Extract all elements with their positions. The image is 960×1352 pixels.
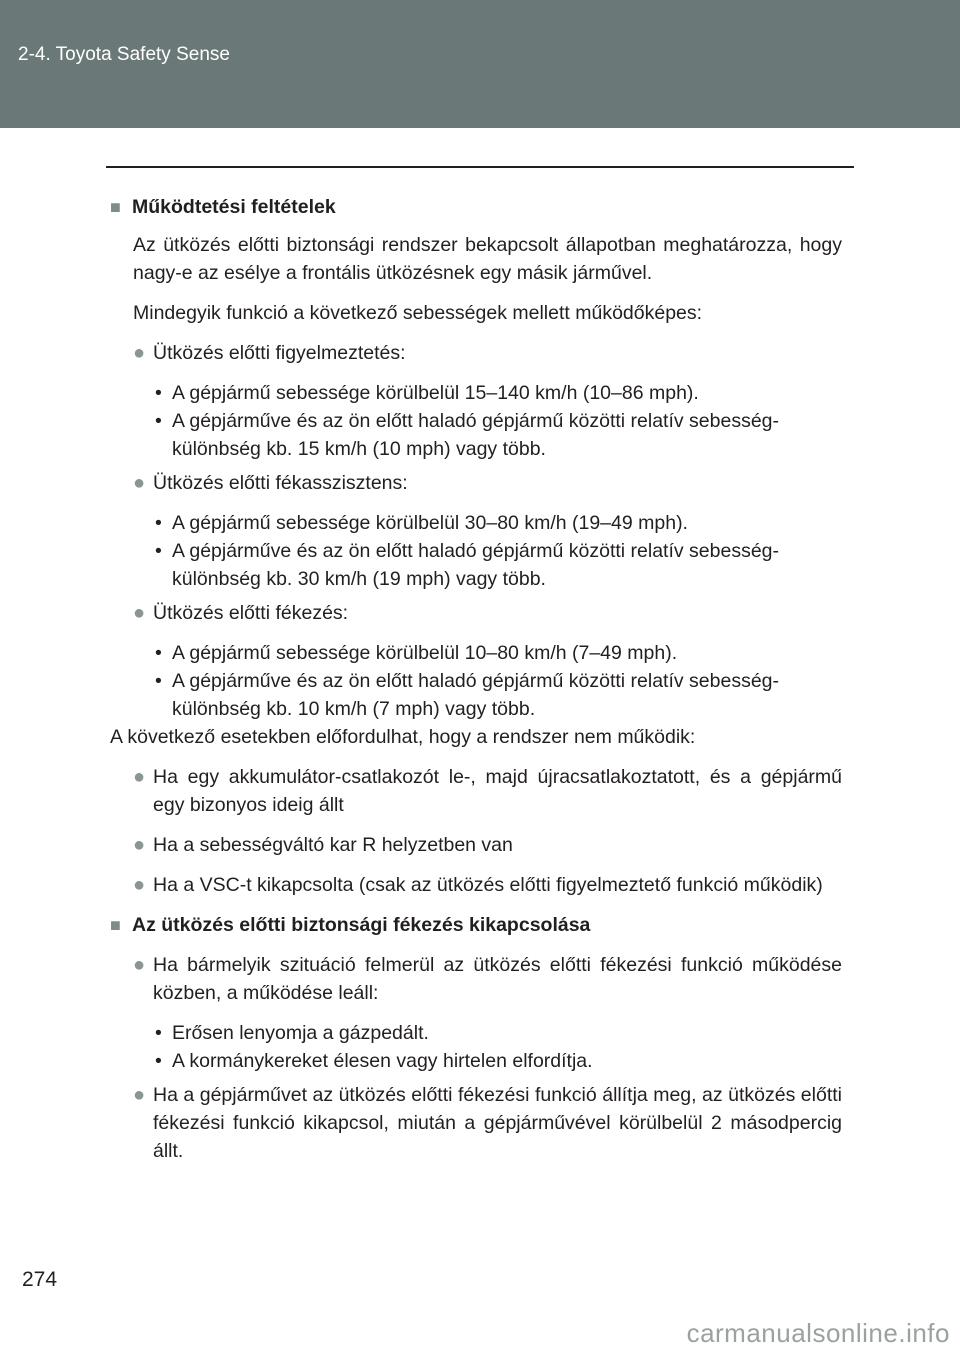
- section-title: 2-4. Toyota Safety Sense: [18, 44, 230, 65]
- condition-text: A gépjárműve és az ön előtt haladó gépjármű közötti relatív sebesség-különbség kb. 10 km/h (7 mph) vagy több.: [172, 670, 780, 720]
- circle-bullet-icon: ●: [133, 954, 146, 976]
- case-item: [110, 831, 842, 859]
- function-label: Ütközés előtti figyelmeztetés:: [153, 342, 406, 364]
- condition-item: [110, 537, 842, 593]
- condition-item: [110, 509, 842, 537]
- stop-condition-item: [110, 951, 842, 1007]
- circle-bullet-icon: ●: [133, 834, 146, 856]
- dot-bullet-icon: •: [155, 512, 162, 534]
- function-item: [110, 339, 842, 367]
- function-label: Ütközés előtti fékasszisztens:: [153, 472, 408, 494]
- circle-bullet-icon: ●: [133, 342, 146, 364]
- square-bullet-icon: ■: [110, 197, 121, 217]
- action-item: [110, 1019, 842, 1047]
- dot-bullet-icon: •: [155, 670, 162, 692]
- paragraph: Az ütközés előtti biztonsági rendszer bekapcsolt állapotban meghatározza, hogy nagy-e az esélye a frontális ütközésnek egy másik járművel.: [133, 234, 842, 284]
- paragraph: A következő esetekben előfordulhat, hogy a rendszer nem működik:: [110, 726, 696, 748]
- dot-bullet-icon: •: [155, 1022, 162, 1044]
- condition-item: [110, 667, 842, 723]
- condition-text: A gépjármű sebessége körülbelül 15–140 km/h (10–86 mph).: [172, 382, 699, 404]
- stop-condition-item: [110, 1081, 842, 1165]
- function-label: Ütközés előtti fékezés:: [153, 602, 349, 624]
- stop-condition-text: Ha bármelyik szituáció felmerül az ütközés előtti fékezési funkció működése közben, a működése leáll:: [153, 954, 842, 1004]
- condition-text: A gépjármű sebessége körülbelül 10–80 km/h (7–49 mph).: [172, 642, 678, 664]
- condition-item: [110, 379, 842, 407]
- case-text: Ha a VSC-t kikapcsolta (csak az ütközés előtti figyelmeztető funkció működik): [153, 874, 823, 896]
- action-text: A kormánykereket élesen vagy hirtelen elfordítja.: [172, 1050, 593, 1072]
- circle-bullet-icon: ●: [133, 602, 146, 624]
- case-item: [110, 871, 842, 899]
- paragraph: Mindegyik funkció a következő sebességek mellett működőképes:: [133, 302, 703, 324]
- header-rule: [106, 166, 854, 168]
- condition-text: A gépjármű sebessége körülbelül 30–80 km/h (19–49 mph).: [172, 512, 688, 534]
- dot-bullet-icon: •: [155, 540, 162, 562]
- watermark: carmanualsonline.info: [686, 1318, 950, 1348]
- page-header-band: [0, 0, 960, 128]
- dot-bullet-icon: •: [155, 410, 162, 432]
- square-bullet-icon: ■: [110, 915, 121, 935]
- action-item: [110, 1047, 842, 1075]
- circle-bullet-icon: ●: [133, 1084, 146, 1106]
- dot-bullet-icon: •: [155, 1050, 162, 1072]
- dot-bullet-icon: •: [155, 642, 162, 664]
- section-heading: [110, 193, 842, 221]
- case-text: Ha a sebességváltó kar R helyzetben van: [153, 834, 513, 856]
- action-text: Erősen lenyomja a gázpedált.: [172, 1022, 429, 1044]
- condition-text: A gépjárműve és az ön előtt haladó gépjármű közötti relatív sebesség-különbség kb. 15 km/h (10 mph) vagy több.: [172, 410, 780, 460]
- section-heading: [110, 911, 842, 939]
- circle-bullet-icon: ●: [133, 472, 146, 494]
- stop-condition-text: Ha a gépjárművet az ütközés előtti fékezési funkció állítja meg, az ütközés előtti fékezési funkció kikapcsol, miután a gépjárművével körülbelül 2 másodpercig állt.: [153, 1084, 842, 1162]
- condition-item: [110, 407, 842, 463]
- case-item: [110, 763, 842, 819]
- function-item: [110, 469, 842, 497]
- circle-bullet-icon: ●: [133, 874, 146, 896]
- section-heading-text: Az ütközés előtti biztonsági fékezés kikapcsolása: [132, 914, 591, 936]
- case-text: Ha egy akkumulátor-csatlakozót le-, majd újracsatlakoztatott, és a gépjármű egy bizonyos ideig állt: [153, 766, 842, 816]
- dot-bullet-icon: •: [155, 382, 162, 404]
- section-heading-text: Működtetési feltételek: [132, 196, 336, 218]
- function-item: [110, 599, 842, 627]
- condition-item: [110, 639, 842, 667]
- page-number: 274: [22, 1268, 58, 1291]
- main-content: [110, 193, 842, 1165]
- condition-text: A gépjárműve és az ön előtt haladó gépjármű közötti relatív sebesség-különbség kb. 30 km/h (19 mph) vagy több.: [172, 540, 780, 590]
- circle-bullet-icon: ●: [133, 766, 146, 788]
